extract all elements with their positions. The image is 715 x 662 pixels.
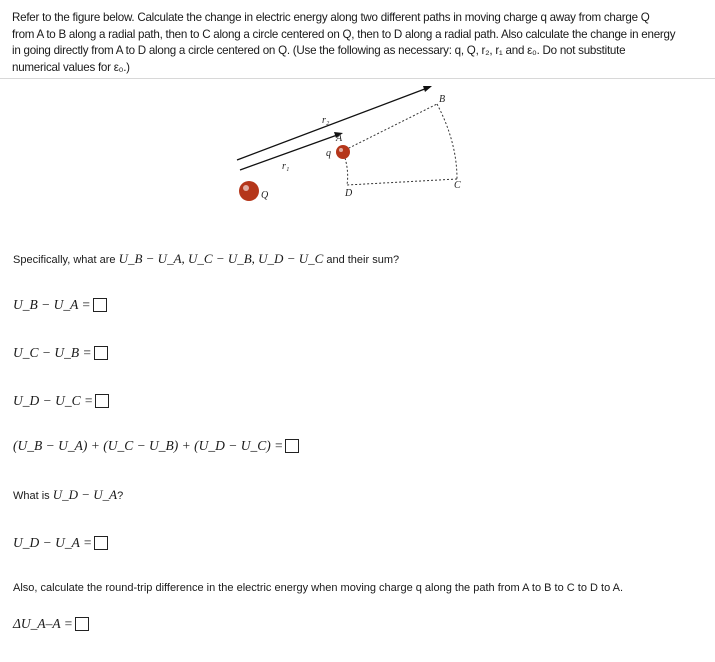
label-B: B: [439, 94, 446, 105]
equation-label: (U_B − U_A) + (U_C − U_B) + (U_D − U_C) =: [13, 438, 284, 453]
equation-ud-minus-uc: [13, 393, 109, 409]
answer-box-delta-u[interactable]: [75, 617, 89, 631]
what-is-before: What is: [13, 490, 50, 502]
label-r1: r₁: [282, 161, 290, 172]
equation-label: U_B − U_A =: [13, 297, 91, 312]
specific-prompt-after: and their sum?: [326, 254, 400, 266]
equation-delta-u: [13, 616, 89, 632]
charge-q: [336, 145, 350, 159]
path-c-to-d: [347, 179, 457, 185]
intro-line-3: in going directly from A to D along a circle centered on Q. (Use the following as necessary: q, Q, r₂, r₁ and ε₀. Do not substitute: [12, 44, 626, 57]
equation-ud-minus-ua: [13, 535, 108, 551]
divider: [0, 78, 715, 79]
charge-Q: [239, 181, 259, 201]
what-is-prompt: [13, 487, 123, 503]
equation-ub-minus-ua: [13, 297, 107, 313]
equation-label: U_D − U_C =: [13, 393, 94, 408]
charge-q-highlight: [339, 148, 343, 152]
what-is-after: ?: [117, 490, 124, 502]
path-a-to-b: [345, 104, 437, 150]
answer-box-ub-ua[interactable]: [93, 298, 107, 312]
arc-a-to-d: [345, 158, 348, 185]
equation-label: U_D − U_A =: [13, 535, 93, 550]
intro-line-4: numerical values for ε₀.): [12, 60, 130, 74]
equation-label: U_C − U_B =: [13, 345, 92, 360]
label-q: q: [326, 148, 331, 159]
equation-label: ΔU_A–A =: [13, 616, 73, 631]
charge-path-figure: [225, 82, 475, 207]
arrow-head-r2: [423, 86, 432, 92]
intro-line-1: Refer to the figure below. Calculate the change in electric energy along two different paths in moving charge q away from charge Q: [12, 11, 650, 24]
label-C: C: [454, 180, 461, 191]
label-r2: r₂: [322, 115, 330, 126]
equation-uc-minus-ub: [13, 345, 108, 361]
roundtrip-prompt: Also, calculate the round-trip difference in the electric energy when moving charge q along the path from A to B to C to D to A.: [13, 582, 624, 594]
answer-box-uc-ub[interactable]: [94, 346, 108, 360]
arc-b-to-c: [437, 104, 457, 179]
intro-line-2: from A to B along a radial path, then to C along a circle centered on Q, then to D along a radial path. Also calculate the change in energy: [12, 27, 676, 41]
problem-statement: [12, 10, 707, 76]
specific-prompt-before: Specifically, what are: [13, 254, 116, 266]
answer-box-sum[interactable]: [285, 439, 299, 453]
charge-Q-highlight: [243, 185, 249, 191]
radial-line-r2: [237, 87, 430, 160]
specific-prompt: [13, 251, 399, 267]
label-Q: Q: [261, 190, 269, 201]
label-D: D: [345, 188, 353, 199]
label-A: A: [336, 133, 343, 144]
answer-box-ud-uc[interactable]: [95, 394, 109, 408]
specific-prompt-terms: U_B − U_A, U_C − U_B, U_D − U_C: [118, 251, 324, 266]
what-is-expr: U_D − U_A: [52, 487, 118, 502]
answer-box-ud-ua[interactable]: [94, 536, 108, 550]
equation-sum: [13, 438, 299, 454]
